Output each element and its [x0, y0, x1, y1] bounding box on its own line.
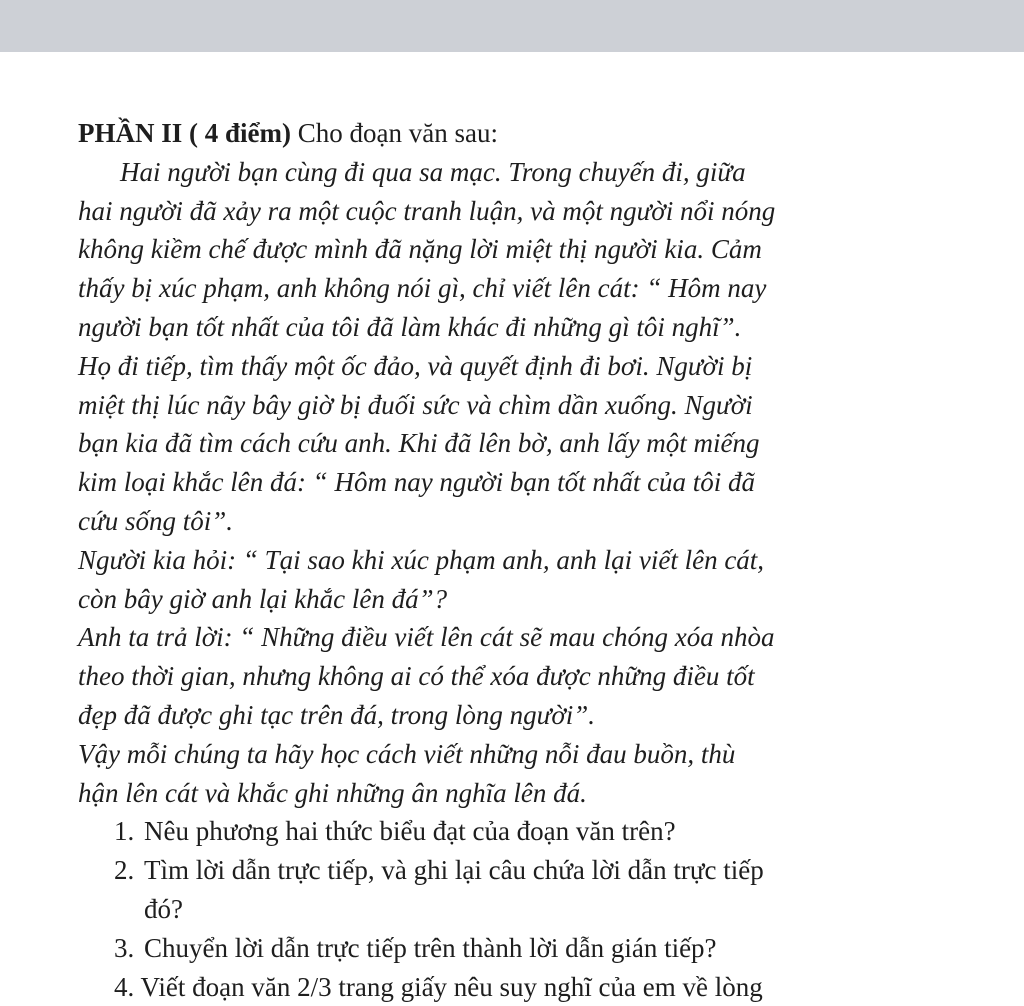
section-heading: [78, 114, 968, 153]
question-text: Tìm lời dẫn trực tiếp, và ghi lại câu chứa lời dẫn trực tiếp: [144, 855, 764, 886]
passage-line: theo thời gian, nhưng không ai có thể xóa được những điều tốt: [78, 661, 755, 692]
question-number: 2.: [114, 855, 135, 886]
document-content: [78, 114, 968, 1002]
passage-line: Anh ta trả lời: “ Những điều viết lên cát sẽ mau chóng xóa nhòa: [78, 622, 775, 653]
passage-line: hai người đã xảy ra một cuộc tranh luận, và một người nổi nóng: [78, 195, 776, 226]
question-item: [78, 929, 968, 968]
section-heading-text: Cho đoạn văn sau:: [290, 118, 498, 148]
passage-line: cứu sống tôi”.: [78, 505, 233, 536]
question-item: [78, 851, 968, 929]
top-toolbar-strip: [0, 0, 1024, 52]
passage-line: Họ đi tiếp, tìm thấy một ốc đảo, và quyết định đi bơi. Người bị: [78, 350, 753, 381]
question-list: [78, 812, 968, 967]
cutoff-question-line: 4. Viết đoạn văn 2/3 trang giấy nêu suy nghĩ của em về lòng: [114, 971, 763, 1002]
section-heading-bold: PHẦN II ( 4 điểm): [78, 118, 291, 148]
passage-line: đẹp đã được ghi tạc trên đá, trong lòng người”.: [78, 699, 595, 730]
passage-line: hận lên cát và khắc ghi những ân nghĩa lên đá.: [78, 777, 587, 808]
question-text-continuation: đó?: [144, 893, 183, 924]
passage: [78, 153, 968, 813]
passage-line: còn bây giờ anh lại khắc lên đá”?: [78, 583, 448, 614]
passage-line: không kiềm chế được mình đã nặng lời miệt thị người kia. Cảm: [78, 234, 762, 265]
passage-line: Vậy mỗi chúng ta hãy học cách viết những nỗi đau buồn, thù: [78, 738, 736, 769]
passage-line: Người kia hỏi: “ Tại sao khi xúc phạm anh, anh lại viết lên cát,: [78, 544, 765, 575]
question-number: 1.: [114, 816, 135, 847]
passage-line: bạn kia đã tìm cách cứu anh. Khi đã lên bờ, anh lấy một miếng: [78, 428, 760, 459]
passage-line: người bạn tốt nhất của tôi đã làm khác đi những gì tôi nghĩ”.: [78, 311, 742, 342]
passage-line: thấy bị xúc phạm, anh không nói gì, chỉ viết lên cát: “ Hôm nay: [78, 273, 767, 304]
question-number: 3.: [114, 932, 135, 963]
passage-line: miệt thị lúc nãy bây giờ bị đuối sức và chìm dần xuống. Người: [78, 389, 753, 420]
document-page: [0, 52, 1024, 1002]
question-item: [78, 812, 968, 851]
question-text: Chuyển lời dẫn trực tiếp trên thành lời dẫn gián tiếp?: [144, 932, 717, 963]
passage-line: Hai người bạn cùng đi qua sa mạc. Trong chuyến đi, giữa: [120, 156, 746, 187]
question-text: Nêu phương hai thức biểu đạt của đoạn văn trên?: [144, 816, 676, 847]
passage-line: kim loại khắc lên đá: “ Hôm nay người bạn tốt nhất của tôi đã: [78, 467, 756, 498]
